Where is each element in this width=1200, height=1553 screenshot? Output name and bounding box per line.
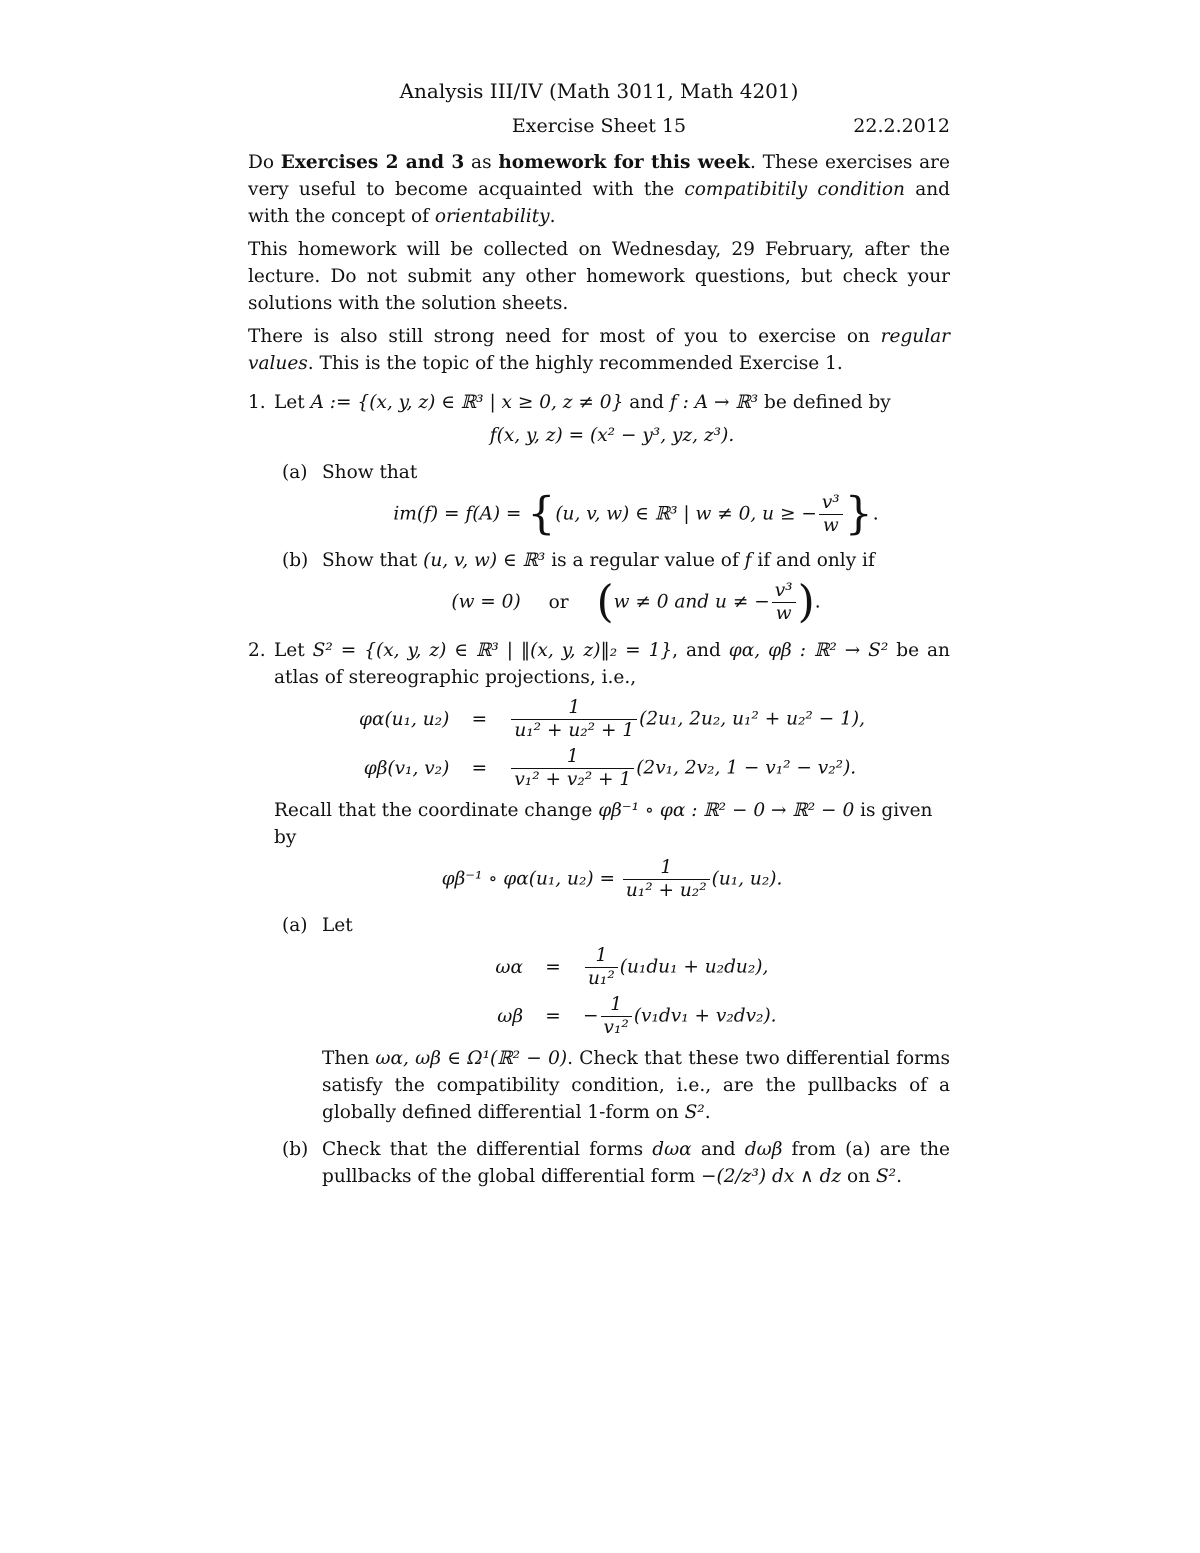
part-text-run: from (a) are the pullbacks of the global differential form <box>322 1139 950 1187</box>
equation-lhs: φβ(v₁, v₂) <box>363 758 450 779</box>
fraction <box>623 857 710 902</box>
denominator: v₁² <box>601 1016 632 1039</box>
map-definition: f : A → ℝ³ <box>669 392 759 413</box>
period: . <box>814 591 821 613</box>
denominator: w <box>772 602 796 625</box>
numerator: v³ <box>774 580 793 601</box>
part-text <box>322 1136 950 1190</box>
equation-rhs <box>583 994 777 1039</box>
intro-text: . <box>549 206 556 227</box>
exercise-2-part-b <box>274 1136 950 1190</box>
statement-text: , and <box>672 640 729 661</box>
sheet-header-row <box>248 113 950 143</box>
equals-sign: = <box>545 957 561 978</box>
intro-paragraph-2: This homework will be collected on Wednesday, 29 February, after the lecture. Do not submit any other homework questions, but check your solutions with the solution sheets. <box>248 239 950 314</box>
equation-rhs-text: (2v₁, 2v₂, 1 − v₁² − v₂²). <box>636 757 857 779</box>
part-text-run: . <box>896 1166 902 1187</box>
formula-part: (u, v, w) ∈ ℝ³ | w ≠ 0, u ≥ − <box>555 503 817 525</box>
equation-rhs <box>509 697 865 742</box>
exercise-1-part-a <box>274 459 950 540</box>
form-d-omega-beta: dωβ <box>744 1139 783 1160</box>
part-text-run: Then <box>322 1048 376 1069</box>
statement-text: be an atlas of stereographic projections, i.e., <box>274 640 950 688</box>
exercise-number: 1. <box>248 392 266 413</box>
part-a-task <box>322 1045 950 1126</box>
part-text-run: Check that the differential forms <box>322 1139 653 1160</box>
part-label: (a) <box>282 462 308 483</box>
fraction <box>601 994 632 1039</box>
formula-part: φβ⁻¹ ∘ φα(u₁, u₂) = <box>441 868 621 890</box>
set-definition: A := {(x, y, z) ∈ ℝ³ | x ≥ 0, z ≠ 0} <box>310 392 624 413</box>
part-text-run: if and only if <box>751 550 875 571</box>
condition-2: w ≠ 0 and u ≠ − <box>613 591 770 613</box>
intro-text: Do <box>248 152 281 173</box>
intro-text: . These exercises are very useful to become acquainted with the <box>248 152 950 200</box>
equation-rhs-text: (v₁dv₁ + v₂dv₂). <box>633 1005 777 1027</box>
statement-text: Let <box>274 640 313 661</box>
part-text-run: . Check that these two differential forms satisfy the compatibility condition, i.e., are the pullbacks of a globally defined differential 1-form on <box>322 1048 951 1123</box>
numerator: 1 <box>568 697 581 718</box>
statement-text: Let <box>274 392 311 413</box>
intro-text: as <box>464 152 499 173</box>
formula-part: (u₁, u₂). <box>711 868 783 890</box>
exercise-1 <box>248 389 950 628</box>
part-text-run: on <box>841 1166 876 1187</box>
math-f: f <box>744 550 752 571</box>
part-text: Let <box>322 915 353 936</box>
denominator: v₁² + v₂² + 1 <box>511 768 634 791</box>
left-brace: { <box>527 488 556 540</box>
part-text: Show that <box>322 462 418 483</box>
equation-rhs <box>509 746 865 791</box>
fraction <box>511 746 634 791</box>
part-label: (b) <box>282 550 309 571</box>
fraction <box>819 492 843 537</box>
statement-text: is given by <box>274 800 933 848</box>
condition-1: (w = 0) <box>451 591 521 613</box>
intro-paragraph-1 <box>248 149 950 230</box>
part-text-run: . <box>704 1102 711 1123</box>
formula-coordinate-change <box>274 857 950 902</box>
intro-text: There is also still strong need for most of you to exercise on <box>248 326 881 347</box>
part-text-run: is a regular value of <box>545 550 745 571</box>
statement-text: be defined by <box>758 392 891 413</box>
math-point: (u, v, w) ∈ ℝ³ <box>423 550 546 571</box>
equation-lhs: ωβ <box>497 1006 524 1027</box>
intro-paragraph-3 <box>248 323 950 377</box>
omega-equations <box>322 945 950 1039</box>
intro-italic-regular-values: regular values <box>248 326 950 374</box>
exercise-2-statement <box>274 637 950 691</box>
equals-sign: = <box>545 1006 561 1027</box>
intro-italic-compatibility: compatibitily condition <box>684 179 905 200</box>
statement-text: Recall that the coordinate change <box>274 800 599 821</box>
numerator: 1 <box>595 945 608 966</box>
formula-image <box>322 488 950 540</box>
part-label: (b) <box>282 1139 309 1160</box>
denominator: u₁² + u₂² + 1 <box>511 719 637 742</box>
sphere-symbol: S² <box>684 1102 705 1123</box>
period: . <box>872 503 879 525</box>
intro-text: . This is the topic of the highly recommended Exercise 1. <box>307 353 843 374</box>
sheet-date: 22.2.2012 <box>853 115 950 137</box>
denominator: u₁² <box>585 967 618 990</box>
fraction <box>511 697 637 742</box>
exercise-number: 2. <box>248 640 266 661</box>
right-brace: } <box>844 488 873 540</box>
formula-part: im(f) = f(A) = <box>393 503 528 525</box>
minus-sign: − <box>583 1005 599 1027</box>
denominator: w <box>819 514 843 537</box>
part-text <box>322 547 950 574</box>
denominator: u₁² + u₂² <box>623 879 710 902</box>
equation-rhs <box>583 945 777 990</box>
numerator: 1 <box>566 746 579 767</box>
right-paren: ) <box>797 576 815 628</box>
intro-text: and with the concept of <box>248 179 950 227</box>
sphere-definition: S² = {(x, y, z) ∈ ℝ³ | ‖(x, y, z)‖₂ = 1} <box>312 640 673 661</box>
part-text-run: and <box>691 1139 745 1160</box>
part-label: (a) <box>282 915 308 936</box>
equation-lhs: ωα <box>495 957 524 978</box>
sphere-symbol: S² <box>876 1166 897 1187</box>
global-form: −(2/z³) dx ∧ dz <box>701 1166 842 1187</box>
numerator: v³ <box>821 492 840 513</box>
recall-sentence <box>274 797 950 851</box>
or-word: or <box>548 591 569 613</box>
numerator: 1 <box>610 994 623 1015</box>
exercise-2 <box>248 637 950 1190</box>
formula-f: f(x, y, z) = (x² − y³, yz, z³). <box>489 425 735 446</box>
part-text-run: Show that <box>322 550 424 571</box>
page-content <box>248 78 950 1190</box>
intro-bold-homework: homework for this week <box>498 152 750 173</box>
statement-text: and <box>623 392 670 413</box>
exercise-1-part-b <box>274 547 950 628</box>
equation-lhs: φα(u₁, u₂) <box>359 709 450 730</box>
left-paren: ( <box>596 576 614 628</box>
charts-definition: φα, φβ : ℝ² → S² <box>728 640 889 661</box>
coordinate-change-map: φβ⁻¹ ∘ φα : ℝ² − 0 → ℝ² − 0 <box>598 800 855 821</box>
stereographic-equations <box>274 697 950 791</box>
exercise-2-part-a <box>274 912 950 1126</box>
form-d-omega-alpha: dωα <box>652 1139 692 1160</box>
intro-bold-exercises: Exercises 2 and 3 <box>280 152 465 173</box>
sheet-number: Exercise Sheet 15 <box>511 115 687 137</box>
forms-membership: ωα, ωβ ∈ Ω¹(ℝ² − 0) <box>375 1048 568 1069</box>
fraction <box>585 945 618 990</box>
fraction <box>772 580 796 625</box>
numerator: 1 <box>660 857 673 878</box>
equation-rhs-text: (2u₁, 2u₂, u₁² + u₂² − 1), <box>639 708 865 730</box>
equation-rhs-text: (u₁du₁ + u₂du₂), <box>619 956 769 978</box>
equals-sign: = <box>471 709 488 730</box>
page-title: Analysis III/IV (Math 3011, Math 4201) <box>399 79 799 103</box>
intro-italic-orientability: orientability <box>434 206 550 227</box>
formula-regular-value <box>322 576 950 628</box>
equals-sign: = <box>471 758 488 779</box>
exercise-1-statement <box>274 389 950 416</box>
